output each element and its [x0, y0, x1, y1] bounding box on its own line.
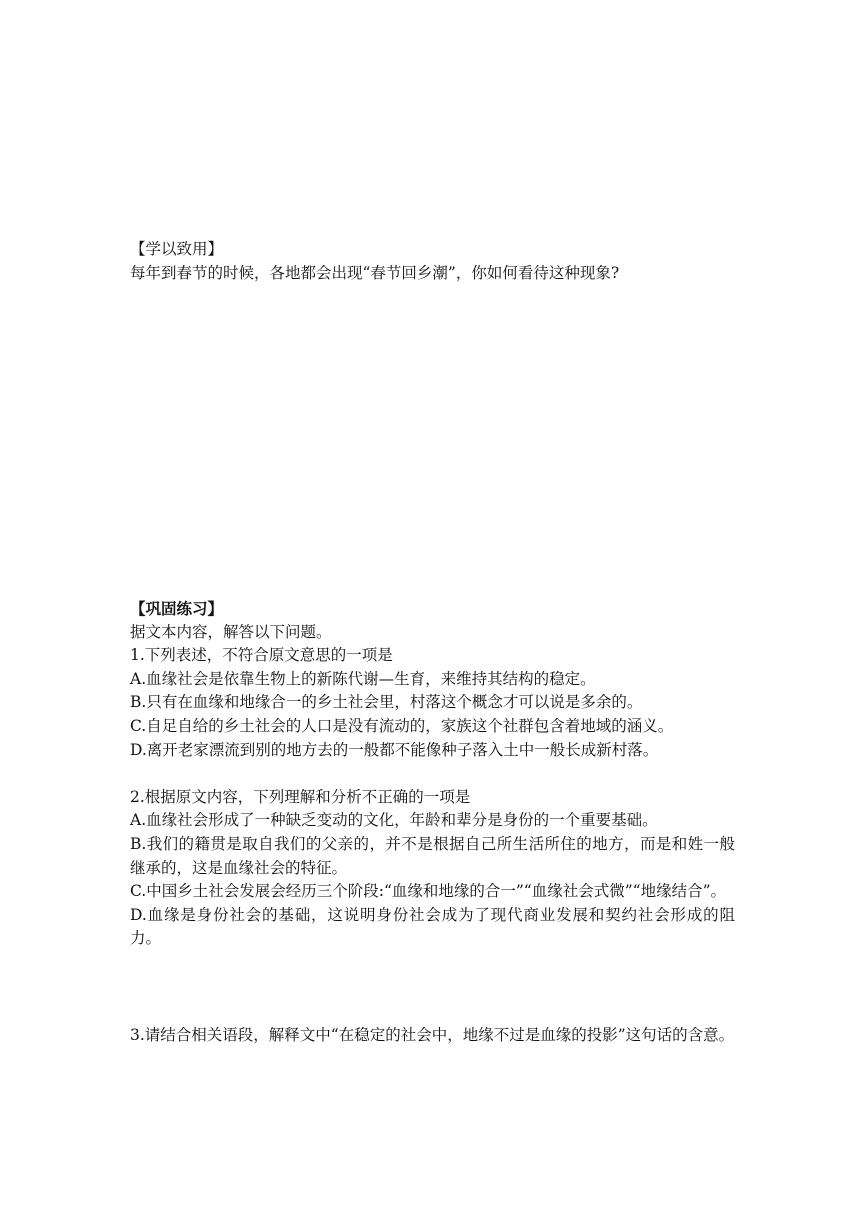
question-2-option-c: C.中国乡土社会发展会经历三个阶段:“血缘和地缘的合一”“血缘社会式微”“地缘结合”。 — [130, 882, 727, 901]
apply-heading: 【学以致用】 — [130, 240, 224, 258]
practice-heading: 【巩固练习】 — [130, 599, 224, 618]
apply-question: 每年到春节的时候，各地都会出现“春节回乡潮”，你如何看待这种现象? — [130, 263, 620, 282]
question-2-option-b: B.我们的籍贯是取自我们的父亲的，并不是根据自己所生活所住的地方，而是和姓一般继承的，这是血缘社会的特征。 — [130, 834, 735, 877]
question-2-stem: 2.根据原文内容，下列理解和分析不正确的一项是 — [130, 787, 471, 806]
question-3-stem: 3.请结合相关语段，解释文中“在稳定的社会中，地缘不过是血缘的投影”这句话的含意。 — [130, 1026, 735, 1044]
apply-section — [130, 238, 735, 285]
question-1-option-d: D.离开老家漂流到别的地方去的一般都不能像种子落入土中一般长成新村落。 — [130, 740, 659, 759]
practice-section — [130, 597, 735, 951]
question-1-option-c: C.自足自给的乡土社会的人口是没有流动的，家族这个社群包含着地域的涵义。 — [130, 716, 674, 735]
question-1-option-b: B.只有在血缘和地缘合一的乡土社会里，村落这个概念才可以说是多余的。 — [130, 693, 643, 712]
question-1-option-a: A.血缘社会是依靠生物上的新陈代谢—生育，来维持其结构的稳定。 — [130, 669, 596, 688]
question-1-stem: 1.下列表述，不符合原文意思的一项是 — [130, 646, 393, 665]
practice-intro: 据文本内容，解答以下问题。 — [130, 622, 332, 641]
question-2-option-a: A.血缘社会形成了一种缺乏变动的文化，年龄和辈分是身份的一个重要基础。 — [130, 811, 658, 830]
question-2-option-d: D.血缘是身份社会的基础，这说明身份社会成为了现代商业发展和契约社会形成的阻力。 — [130, 905, 735, 948]
blank-line — [130, 762, 735, 786]
question-3-section — [130, 1024, 735, 1048]
